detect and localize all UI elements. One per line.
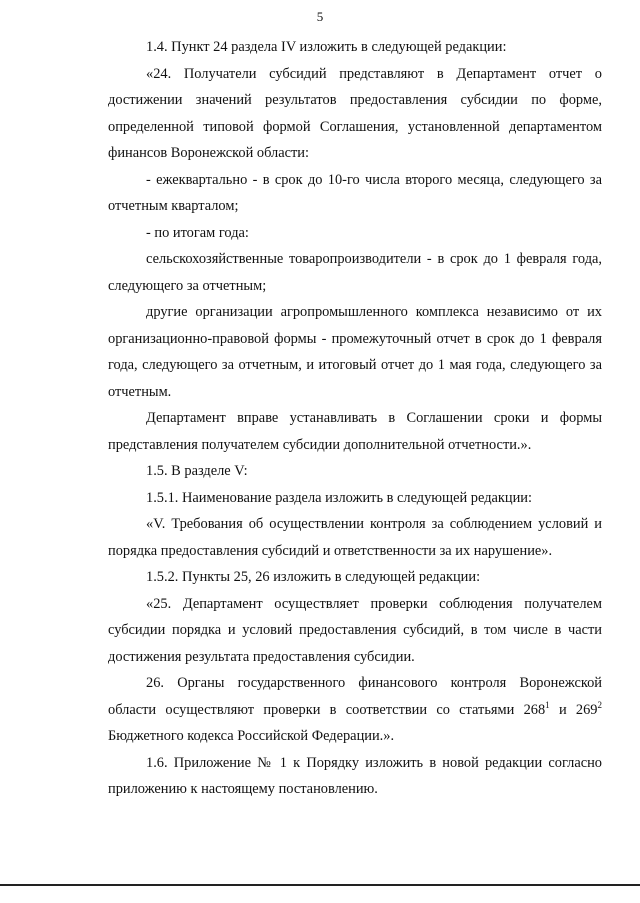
paragraph-1-4: 1.4. Пункт 24 раздела IV изложить в следующей редакции: [146, 39, 507, 55]
paragraph-agri-producers: сельскохозяйственные товаропроизводители - в срок до 1 февраля года, следующего за отчетным; [108, 251, 602, 294]
paragraph-24: «24. Получатели субсидий представляют в Департамент отчет о достижении значений результатов предоставления субсидии по форме, определенной типовой формой Соглашения, установленной департаментом финансов Воронежской области: [108, 65, 602, 161]
superscript-2: 2 [597, 699, 602, 710]
paragraph-section-v-title: «V. Требования об осуществлении контроля за соблюдением условий и порядка предоставления субсидий и ответственности за их нарушение». [108, 516, 602, 559]
paragraph-1-6: 1.6. Приложение № 1 к Порядку изложить в новой редакции согласно приложению к настоящему постановлению. [108, 754, 602, 797]
paragraph-26-text-c: Бюджетного кодекса Российской Федерации.». [108, 728, 395, 744]
page-number: 5 [316, 9, 324, 24]
paragraph-25: «25. Департамент осуществляет проверки соблюдения получателем субсидии порядка и условий предоставления субсидий, в том числе в части достижения результата предоставления субсидии. [108, 595, 602, 665]
paragraph-1-5: 1.5. В разделе V: [146, 463, 248, 479]
paragraph-quarterly: - ежеквартально - в срок до 10-го числа второго месяца, следующего за отчетным кварталом; [108, 171, 602, 214]
paragraph-1-5-2: 1.5.2. Пункты 25, 26 изложить в следующей редакции: [146, 569, 481, 585]
paragraph-annual: - по итогам года: [146, 224, 249, 241]
paragraph-department-rights: Департамент вправе устанавливать в Соглашении сроки и формы представления получателем субсидии дополнительной отчетности.». [108, 410, 602, 453]
paragraph-1-5-1: 1.5.1. Наименование раздела изложить в следующей редакции: [146, 489, 532, 506]
paragraph-26-text-a: 26. Органы государственного финансового контроля Воронежской области осуществляют проверки в соответствии со статьями 268 [108, 675, 602, 718]
document-body [108, 34, 602, 803]
paragraph-26-text-b: и 269 [549, 701, 598, 718]
paragraph-other-orgs: другие организации агропромышленного комплекса независимо от их организационно-правовой формы - промежуточный отчет в срок до 1 февраля года, следующего за отчетным, и итоговый отчет до 1 мая года, следующего за отчетным. [108, 304, 602, 400]
paragraph-26 [108, 670, 602, 750]
bottom-rule [0, 884, 640, 903]
superscript-1: 1 [545, 699, 550, 710]
